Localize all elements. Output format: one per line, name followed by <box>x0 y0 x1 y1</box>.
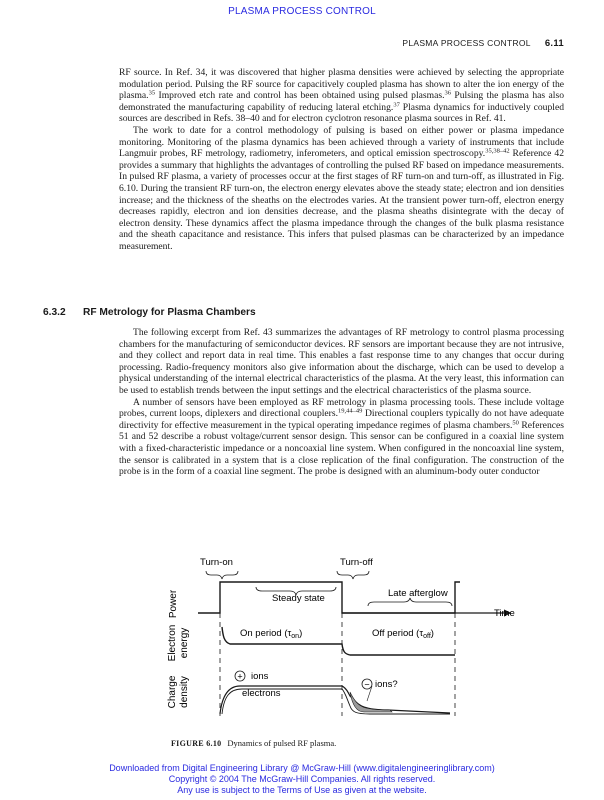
paragraph-3 <box>119 327 564 397</box>
y-label-charge: Charge <box>167 675 178 709</box>
citation-sup: 37 <box>393 101 400 109</box>
ions-label: ions <box>251 671 269 682</box>
para1-text-1: RF source. In Ref. 34, it was discovered that higher plasma densities were achieved by selecting the appropriate modulation period. Pulsing the RF source for capacitively coupled plasma has shown to alter the ion energy of the plasma. <box>119 67 564 102</box>
paragraph-1 <box>119 67 564 125</box>
footer-download-link[interactable]: Downloaded from Digital Engineering Library @ McGraw-Hill (www.digitalengineeringlibrary.com) <box>109 763 495 773</box>
turn-on-brace <box>206 571 238 579</box>
running-head <box>402 38 564 49</box>
citation-sup: 19,44–49 <box>338 407 363 415</box>
figure-caption-text: Dynamics of pulsed RF plasma. <box>227 738 337 748</box>
late-afterglow-brace <box>368 598 452 606</box>
citation-sup: 35 <box>148 89 156 97</box>
para2-text-2: Reference 42 provides a summary that highlights the advantages of controlling the pulsed RF based on impedance measurements. In pulsed RF plasma, a variety of processes occur at the first stages of RF turn-on and turn-off, as illustrated in Fig. 6.10. During the transient RF turn-on, the electron energy elevates above the steady state; electron and ion densities increase; and the thickness of the sheaths on the electrodes varies. At the transient power turn-off, electron energy decreases rapidly, electron and ion densities decrease, and the plasma sheaths disintegrate with the decay of electron density. These dynamics affect the plasma impedance through the changes of the bulk plasma resistance and the sheath capacitance and resistance. This infers that pulsed plasmas can be characterized by an impedance measurement. <box>119 148 564 252</box>
para4-text-1: A number of sensors have been employed as RF metrology in plasma processing tools. These include voltage probes, current loops, diplexers and directional couplers. <box>119 396 564 420</box>
y-label-density: density <box>179 676 190 708</box>
para2-text-1: The work to date for a control methodology of pulsing is based on either power or plasma impedance monitoring. Monitoring of the plasma dynamics has been achieved through a variety of instruments that include Langmuir probes, RF metrology, radiometry, inferometers, and optical emission spectroscopy. <box>119 124 564 160</box>
para1-text-2: Improved etch rate and control has been obtained using pulsed plasmas. <box>155 90 445 102</box>
y-label-electron: Electron <box>167 624 178 662</box>
turn-off-label: Turn-off <box>340 557 373 568</box>
para4-text-2: Directional couplers typically do not have adequate directivity for effective measurement in the typical operating impedance regimes of plasma chambers. <box>119 408 564 431</box>
citation-sup: 50 <box>512 419 519 427</box>
citation-sup: 35,38–42 <box>485 147 510 155</box>
para4-text-3: References 51 and 52 describe a robust voltage/current sensor design. This sensor can be configured in a coaxial line system with a fixed-characteristic impedance or a noncoaxial line system. When configured in the noncoaxial line system, the sensor is calibrated in a system that is a close replication of the final configuration. The construction of the probe is in the form of a coaxial line segment. The probe is designed with an aluminum-body outer conductor <box>119 419 564 478</box>
figure-caption <box>171 738 336 748</box>
off-period-label: Off period $(\tau_{off})$ <box>372 628 434 640</box>
y-label-power: Power <box>168 589 179 619</box>
plus-sign: + <box>237 671 243 682</box>
para1-text-3: Pulsing the plasma has also demonstrated the manufacturing capability of reducing lateral etching. <box>119 90 565 113</box>
turn-off-brace <box>337 571 369 579</box>
steady-state-label: Steady state <box>272 593 325 604</box>
minus-sign: − <box>364 679 370 690</box>
figure-caption-label: FIGURE 6.10 <box>171 739 222 748</box>
footer-copyright: Copyright © 2004 The McGraw-Hill Companies. All rights reserved. <box>168 774 436 784</box>
ion-density-shaded-region <box>350 692 392 712</box>
section-number: 6.3.2 <box>43 307 66 318</box>
late-afterglow-label: Late afterglow <box>388 588 448 599</box>
on-period-label: On period $(\tau_{on})$ <box>240 628 303 640</box>
text-block-bottom <box>119 327 564 478</box>
footer <box>0 763 604 796</box>
section-heading <box>43 307 256 318</box>
footer-terms-link[interactable]: Any use is subject to the Terms of Use as given at the website. <box>177 785 427 795</box>
para3-text-1: The following excerpt from Ref. 43 summarizes the advantages of RF metrology to control plasma processing chambers for the manufacturing of semiconductor devices. RF sensors are important because they are not intrusive, and they collect and report data in real time. This enables a fast response time to any changes that occur during processing. Radio-frequency monitors also give information about the discharge, which can be used to develop a physical understanding of the internal electrical characteristics of the plasma. At the very least, this information can be used to establish trends between the input settings and the electrical characteristics of the plasma source. <box>119 327 564 396</box>
y-label-energy: energy <box>179 627 190 659</box>
time-label: Time <box>494 608 515 619</box>
electrons-label: electrons <box>242 688 281 699</box>
ions-question-label: ions? <box>375 679 398 690</box>
citation-sup: 36 <box>444 89 451 97</box>
paragraph-2 <box>119 125 564 253</box>
section-title: RF Metrology for Plasma Chambers <box>83 307 256 318</box>
para1-text-4: Plasma dynamics for inductively coupled sources are described in Refs. 38–40 and for electron cyclotron resonance plasma sources in Ref. 41. <box>119 101 564 125</box>
figure-6-10 <box>160 556 580 732</box>
paragraph-4 <box>119 397 564 478</box>
page-number: 6.11 <box>544 38 564 49</box>
pulsed-plasma-diagram <box>160 556 580 732</box>
top-banner[interactable]: PLASMA PROCESS CONTROL <box>228 6 376 17</box>
text-block-top <box>119 67 564 253</box>
turn-on-label: Turn-on <box>200 557 233 568</box>
running-head-title: PLASMA PROCESS CONTROL <box>402 38 531 48</box>
